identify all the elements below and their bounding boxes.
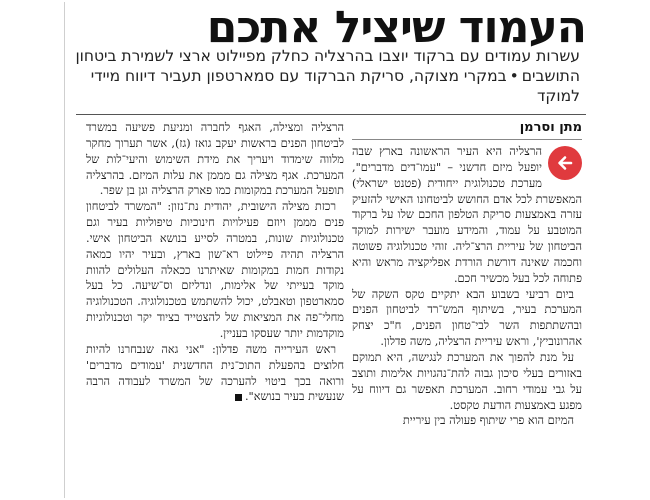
paragraph: המיזם הוא פרי שיתוף פעולה בין עיריית: [402, 414, 574, 428]
paragraph: ביום רביעי בשבוע הבא יתקיים טקס השקה של המערכת בעיר, בשיתוף המש־רד לביטחון הפנים ובהשתתפות השר לבי־טחון הפנים, ח"כ יצחק אהרונוביץ', וראש עיריית הרצליה, משה פדלון.: [352, 287, 582, 349]
paragraph-text: ראש העירייה משה פדלון: "אני גאה שנבחרנו להיות חלוצים בהפעלת התוכ־נית החדשנית 'עמודים מדברים' ורואה בכך ביטוי להערכה של המשרד לעבודה הרבה שנעשית בעיר בנושא".: [86, 342, 344, 404]
subheadline: [68, 46, 580, 110]
headline: העמוד שיציל אתכם: [206, 2, 586, 53]
article-column-left: [86, 120, 344, 498]
end-mark-icon: [235, 394, 242, 401]
byline: מתן וסרמן: [352, 120, 582, 140]
paragraph: הרצליה ומצילה, האגף לחברה ומניעת פשיעה במשרד לביטחון הפנים בראשות יעקב גואז (גז), אשר תערוך מחקר מלווה שימדוד ויעריך את מידת השימוש והיעי־לות של המערכת. אגף מצילה גם מממן את עלות המיזם. בהרצליה תופעל המערכת במקומות כמו פארק הרצליה וגן בן שפר.: [86, 121, 344, 198]
headline-divider: [76, 114, 586, 115]
paragraph: הרצליה היא העיר הראשונה בארץ שבה יופעל מיזם חדשני – "עמו־דים מדברים", מערכת טכנולוגית ייחודית (פטנט ישראלי) המאפשרת לכל אדם החושש לביטחונו האישי להזעיק עזרה באמצעות סריקת הטלפון החכם שלו על ברקוד המוטבע על עמוד, והמידע מועבר ישירות למוקד הביטחון של עיריית הרצ־ליה. זוהי טכנולוגיה פשוטה וחכמה שאינה דורשת הורדת אפליקציה מראש והיא פתוחה לכל בעל מכשיר חכם.: [352, 145, 582, 285]
subhead-part-1: עשרות עמודים עם ברקוד יוצבו בהרצליה כחלק מפיילוט ארצי לשמירת ביטחון התושבים: [75, 47, 580, 85]
paragraph-final: [86, 342, 344, 405]
subhead-part-2: במקרי מצוקה, סריקת הברקוד עם סמארטפון תעביר דיווח מיידי למוקד: [90, 67, 580, 105]
paragraph: על מנת להפוך את המערכת לנגישה, היא תמוקם באזורים בעלי סיכון גבוה להת־נהגויות אלימות ותוצב על גבי עמודי רחוב. המערכת תאפשר גם דיווח על מפגע באמצעות הודעת טקסט.: [352, 350, 582, 412]
article-column-right: [352, 120, 582, 498]
bullet-separator: •: [509, 67, 519, 85]
paragraph: רכזת מצילה הישובית, יהודית נת־נזון: "המשרד לביטחון פנים מממן ויוזם פעילויות חינוכיות טיפוליות בעיר וגם טכנולוגיות שונות, במטרה לסייע בנושא הביטחון אישי. הרצליה תהיה פיילוט רא־שון בארץ, ובעיר יהיו כמאה נקודות חמות במקומות שאיתרנו ככאלה העלולים להוות מוקד בעייתי של אלימות, ונדליזם וס־שיעה. כל בעל סמארטפון וטאבלט, יכול להשתמש בטכנולוגיה. הטכנולוגיה מחלי־פה את המציאות של להצטייד בציוד יקר וטכנולוגיות מוקדמות יותר שעסקו בעניין.: [86, 200, 344, 340]
arrow-left-icon: [548, 146, 582, 180]
